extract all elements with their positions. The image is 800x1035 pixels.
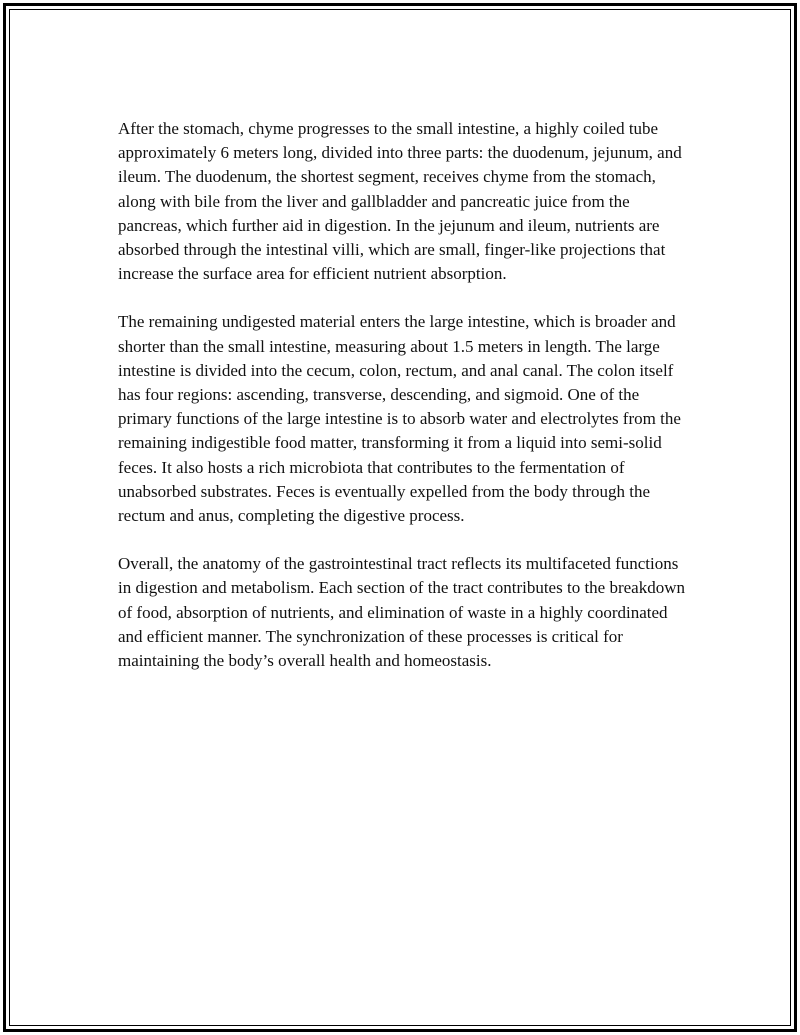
document-body [118, 117, 690, 697]
paragraph-small-intestine: After the stomach, chyme progresses to the small intestine, a highly coiled tube approximately 6 meters long, divided into three parts: the duodenum, jejunum, and ileum. The duodenum, the shortest segment, receives chyme from the stomach, along with bile from the liver and gallbladder and pancreatic juice from the pancreas, which further aid in digestion. In the jejunum and ileum, nutrients are absorbed through the intestinal villi, which are small, finger-like projections that increase the surface area for efficient nutrient absorption. [118, 119, 682, 284]
paragraph-large-intestine: The remaining undigested material enters the large intestine, which is broader and shorter than the small intestine, measuring about 1.5 meters in length. The large intestine is divided into the cecum, colon, rectum, and anal canal. The colon itself has four regions: ascending, transverse, descending, and sigmoid. One of the primary functions of the large intestine is to absorb water and electrolytes from the remaining indigestible food matter, transforming it from a liquid into semi-solid feces. It also hosts a rich microbiota that contributes to the fermentation of unabsorbed substrates. Feces is eventually expelled from the body through the rectum and anus, completing the digestive process. [118, 312, 681, 526]
paragraph-overall-anatomy: Overall, the anatomy of the gastrointestinal tract reflects its multifaceted functions in digestion and metabolism. Each section of the tract contributes to the breakdown of food, absorption of nutrients, and elimination of waste in a highly coordinated and efficient manner. The synchronization of these processes is critical for maintaining the body’s overall health and homeostasis. [118, 554, 685, 671]
